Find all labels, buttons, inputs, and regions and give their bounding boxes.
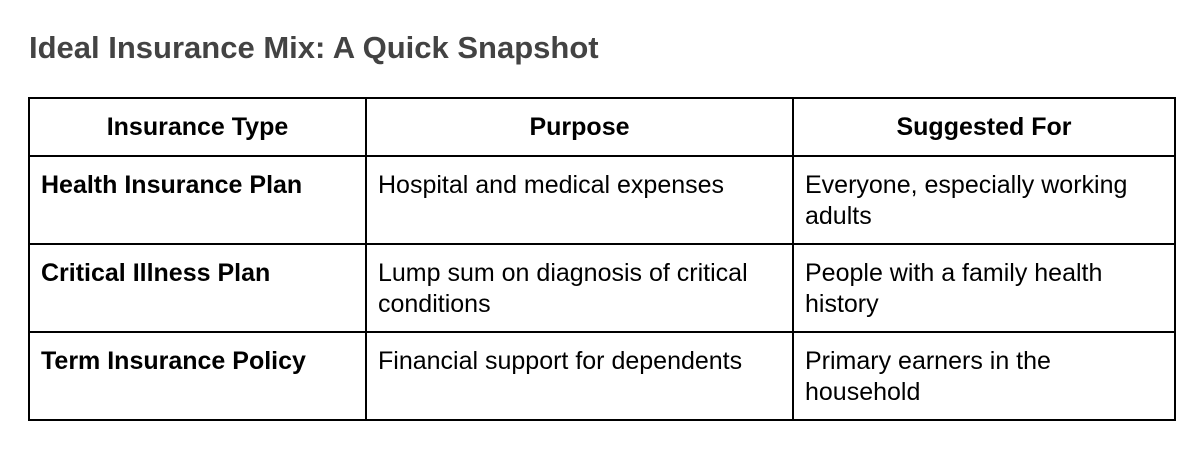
purpose-cell: Lump sum on diagnosis of critical conditions [366, 244, 793, 332]
table-header-row [29, 98, 1175, 156]
insurance-type-cell: Term Insurance Policy [29, 332, 366, 420]
page-title: Ideal Insurance Mix: A Quick Snapshot [29, 30, 599, 65]
suggested-for-cell: Primary earners in the household [793, 332, 1175, 420]
table-row [29, 156, 1175, 244]
insurance-type-cell: Health Insurance Plan [29, 156, 366, 244]
purpose-cell: Hospital and medical expenses [366, 156, 793, 244]
insurance-type-cell: Critical Illness Plan [29, 244, 366, 332]
suggested-for-cell: Everyone, especially working adults [793, 156, 1175, 244]
column-header-purpose: Purpose [366, 98, 793, 156]
purpose-cell: Financial support for dependents [366, 332, 793, 420]
insurance-mix-table [28, 97, 1176, 421]
table-row [29, 244, 1175, 332]
column-header-insurance-type: Insurance Type [29, 98, 366, 156]
suggested-for-cell: People with a family health history [793, 244, 1175, 332]
table-row [29, 332, 1175, 420]
column-header-suggested-for: Suggested For [793, 98, 1175, 156]
